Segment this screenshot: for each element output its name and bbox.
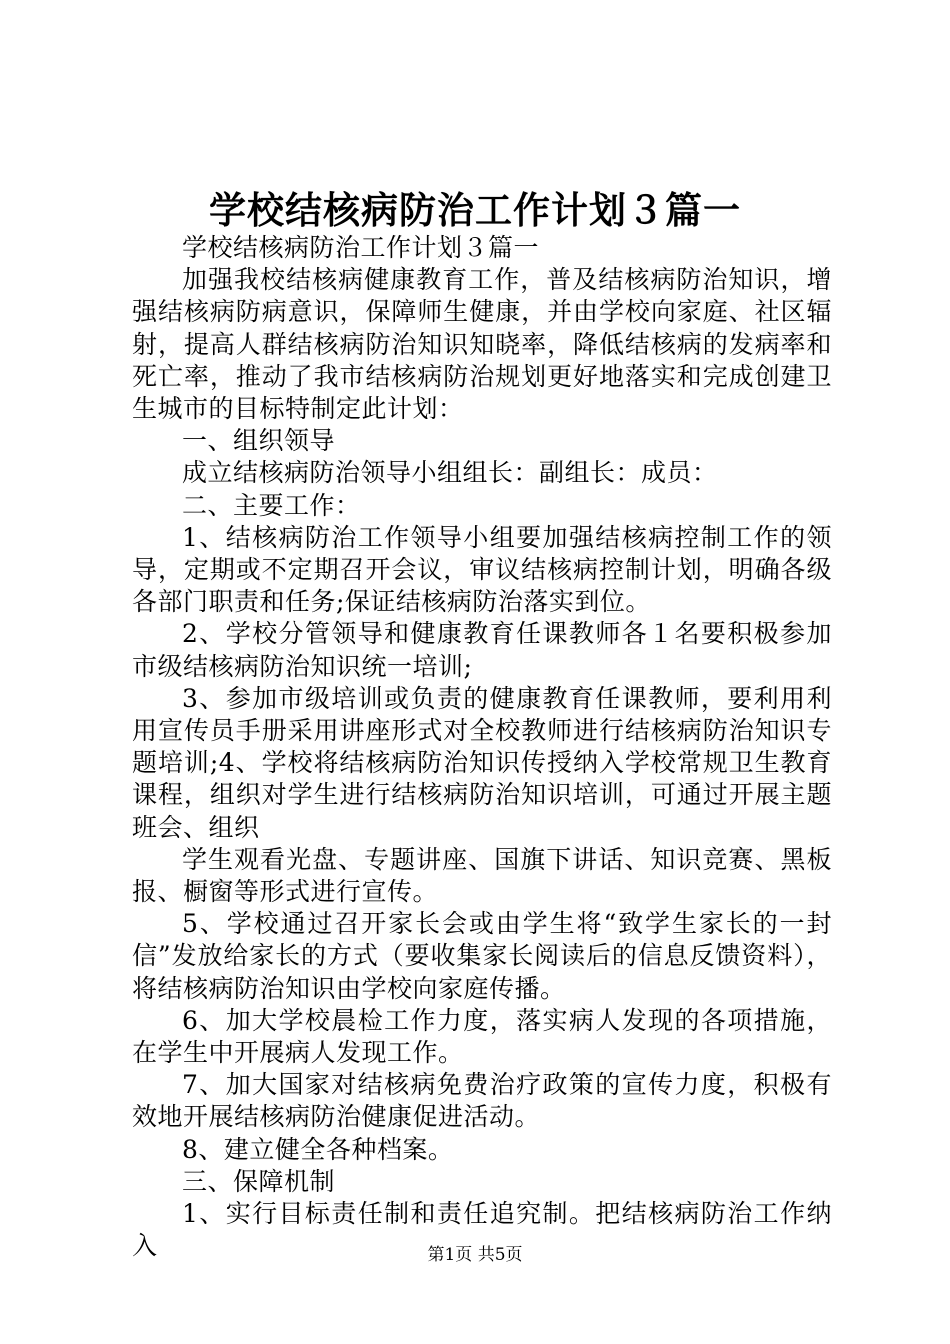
paragraph: 7、加大国家对结核病免费治疗政策的宣传力度，积极有效地开展结核病防治健康促进活动。 — [132, 1070, 832, 1132]
paragraph: 3、参加市级培训或负责的健康教育任课教师，要利用利用宣传员手册采用讲座形式对全校教师进行结核病防治知识专题培训;4、学校将结核病防治知识传授纳入学校常规卫生教育课程，组织对学生进行结核病防治知识培训，可通过开展主题班会、组织 — [132, 683, 832, 842]
section-heading: 一、组织领导 — [182, 426, 336, 456]
paragraph: 学校结核病防治工作计划３篇一 — [182, 233, 540, 262]
section-heading: 二、主要工作： — [182, 490, 361, 520]
document-body — [132, 232, 832, 1263]
paragraph: 8、建立健全各种档案。 — [182, 1134, 454, 1164]
section-heading: 三、保障机制 — [182, 1166, 336, 1196]
page-footer: 第1页 共5页 — [427, 1245, 523, 1265]
paragraph: 学生观看光盘、专题讲座、国旗下讲话、知识竞赛、黑板报、橱窗等形式进行宣传。 — [132, 844, 832, 907]
document-title: 学校结核病防治工作计划３篇一 — [209, 188, 741, 232]
paragraph: 6、加大学校晨检工作力度，落实病人发现的各项措施，在学生中开展病人发现工作。 — [132, 1005, 832, 1068]
paragraph: 成立结核病防治领导小组组长：副组长：成员： — [182, 458, 718, 488]
paragraph: 5、学校通过召开家长会或由学生将“致学生家长的一封信”发放给家长的方式（要收集家长阅读后的信息反馈资料），将结核病防治知识由学校向家庭传播。 — [132, 909, 832, 1003]
paragraph: 2、学校分管领导和健康教育任课教师各１名要积极参加市级结核病防治知识统一培训; — [132, 619, 832, 681]
paragraph: 加强我校结核病健康教育工作，普及结核病防治知识，增强结核病防病意识，保障师生健康，并由学校向家庭、社区辐射，提高人群结核病防治知识知晓率，降低结核病的发病率和死亡率，推动了我市结核病防治规划更好地落实和完成创建卫生城市的目标特制定此计划： — [132, 265, 832, 424]
paragraph: 1、结核病防治工作领导小组要加强结核病控制工作的领导，定期或不定期召开会议，审议结核病控制计划，明确各级各部门职责和任务;保证结核病防治落实到位。 — [132, 522, 832, 617]
paragraph: 1、实行目标责任制和责任追究制。把结核病防治工作纳入 — [132, 1199, 832, 1261]
